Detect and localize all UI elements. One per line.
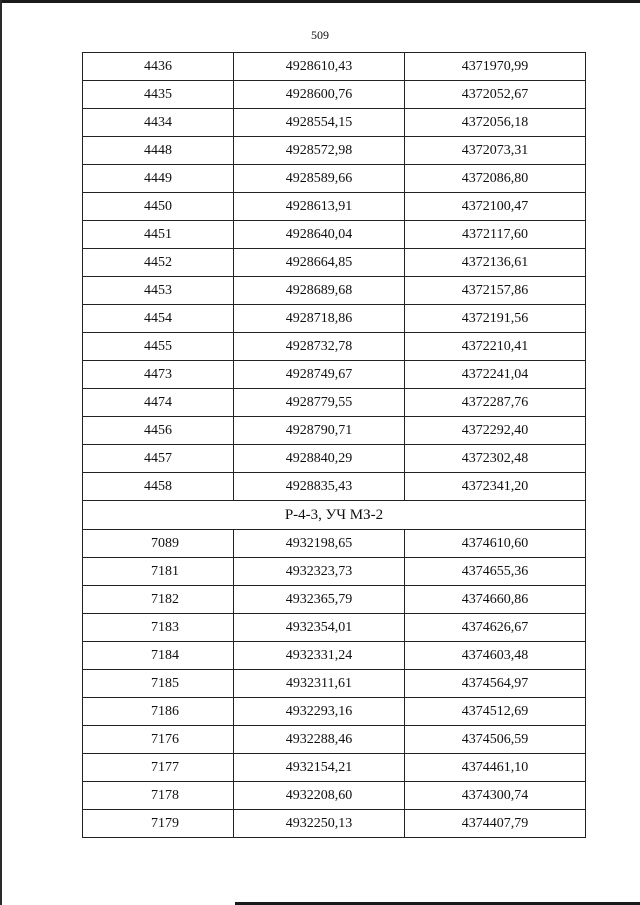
y-coordinate-cell: 4374660,86 (405, 586, 586, 614)
point-number-cell: 4458 (83, 473, 234, 501)
x-coordinate-cell: 4932250,13 (234, 810, 405, 838)
table-row (83, 445, 586, 473)
y-coordinate-cell: 4372292,40 (405, 417, 586, 445)
table-row (83, 782, 586, 810)
y-coordinate-cell: 4372191,56 (405, 305, 586, 333)
point-number-cell: 4434 (83, 109, 234, 137)
table-row (83, 473, 586, 501)
point-number-cell: 4449 (83, 165, 234, 193)
x-coordinate-cell: 4928835,43 (234, 473, 405, 501)
point-number-cell: 4448 (83, 137, 234, 165)
point-number-cell: 7176 (83, 726, 234, 754)
table-row (83, 558, 586, 586)
table-row (83, 81, 586, 109)
x-coordinate-cell: 4932288,46 (234, 726, 405, 754)
x-coordinate-cell: 4932365,79 (234, 586, 405, 614)
section-header-row (83, 501, 586, 530)
coordinates-table-body (83, 53, 586, 838)
table-row (83, 614, 586, 642)
x-coordinate-cell: 4932331,24 (234, 642, 405, 670)
y-coordinate-cell: 4374512,69 (405, 698, 586, 726)
x-coordinate-cell: 4932354,01 (234, 614, 405, 642)
y-coordinate-cell: 4374407,79 (405, 810, 586, 838)
table-row (83, 109, 586, 137)
point-number-cell: 7179 (83, 810, 234, 838)
point-number-cell: 4435 (83, 81, 234, 109)
table-row (83, 249, 586, 277)
point-number-cell: 7177 (83, 754, 234, 782)
x-coordinate-cell: 4928779,55 (234, 389, 405, 417)
point-number-cell: 4450 (83, 193, 234, 221)
scan-edge-top (0, 0, 640, 3)
table-row (83, 698, 586, 726)
x-coordinate-cell: 4928610,43 (234, 53, 405, 81)
y-coordinate-cell: 4374655,36 (405, 558, 586, 586)
x-coordinate-cell: 4928840,29 (234, 445, 405, 473)
table-row (83, 670, 586, 698)
y-coordinate-cell: 4372341,20 (405, 473, 586, 501)
x-coordinate-cell: 4932208,60 (234, 782, 405, 810)
y-coordinate-cell: 4372073,31 (405, 137, 586, 165)
point-number-cell: 4455 (83, 333, 234, 361)
x-coordinate-cell: 4932154,21 (234, 754, 405, 782)
y-coordinate-cell: 4374564,97 (405, 670, 586, 698)
y-coordinate-cell: 4372210,41 (405, 333, 586, 361)
point-number-cell: 7185 (83, 670, 234, 698)
x-coordinate-cell: 4932293,16 (234, 698, 405, 726)
table-row (83, 277, 586, 305)
table-row (83, 726, 586, 754)
table-row (83, 530, 586, 558)
x-coordinate-cell: 4928600,76 (234, 81, 405, 109)
x-coordinate-cell: 4928554,15 (234, 109, 405, 137)
x-coordinate-cell: 4928718,86 (234, 305, 405, 333)
point-number-cell: 4473 (83, 361, 234, 389)
y-coordinate-cell: 4374461,10 (405, 754, 586, 782)
x-coordinate-cell: 4928732,78 (234, 333, 405, 361)
point-number-cell: 4454 (83, 305, 234, 333)
x-coordinate-cell: 4928572,98 (234, 137, 405, 165)
y-coordinate-cell: 4374506,59 (405, 726, 586, 754)
y-coordinate-cell: 4374626,67 (405, 614, 586, 642)
y-coordinate-cell: 4372052,67 (405, 81, 586, 109)
table-row (83, 754, 586, 782)
point-number-cell: 4456 (83, 417, 234, 445)
y-coordinate-cell: 4374300,74 (405, 782, 586, 810)
point-number-cell: 4451 (83, 221, 234, 249)
y-coordinate-cell: 4372100,47 (405, 193, 586, 221)
point-number-cell: 7182 (83, 586, 234, 614)
table-row (83, 417, 586, 445)
table-row (83, 333, 586, 361)
y-coordinate-cell: 4372157,86 (405, 277, 586, 305)
table-row (83, 586, 586, 614)
y-coordinate-cell: 4372117,60 (405, 221, 586, 249)
point-number-cell: 4452 (83, 249, 234, 277)
table-row (83, 53, 586, 81)
table-row (83, 193, 586, 221)
x-coordinate-cell: 4928790,71 (234, 417, 405, 445)
section-title: Р-4-3, УЧ МЗ-2 (83, 501, 586, 530)
page-number: 509 (311, 28, 329, 42)
table-row (83, 642, 586, 670)
y-coordinate-cell: 4372136,61 (405, 249, 586, 277)
y-coordinate-cell: 4372241,04 (405, 361, 586, 389)
scan-edge-left (0, 0, 2, 905)
y-coordinate-cell: 4372302,48 (405, 445, 586, 473)
y-coordinate-cell: 4371970,99 (405, 53, 586, 81)
point-number-cell: 4457 (83, 445, 234, 473)
y-coordinate-cell: 4372056,18 (405, 109, 586, 137)
table-row (83, 810, 586, 838)
point-number-cell: 4474 (83, 389, 234, 417)
x-coordinate-cell: 4932311,61 (234, 670, 405, 698)
point-number-cell: 7184 (83, 642, 234, 670)
point-number-cell: 7183 (83, 614, 234, 642)
x-coordinate-cell: 4932323,73 (234, 558, 405, 586)
table-row (83, 389, 586, 417)
y-coordinate-cell: 4374610,60 (405, 530, 586, 558)
x-coordinate-cell: 4932198,65 (234, 530, 405, 558)
point-number-cell: 7089 (83, 530, 234, 558)
point-number-cell: 7178 (83, 782, 234, 810)
table-row (83, 305, 586, 333)
y-coordinate-cell: 4372086,80 (405, 165, 586, 193)
table-row (83, 221, 586, 249)
table-row (83, 165, 586, 193)
x-coordinate-cell: 4928749,67 (234, 361, 405, 389)
x-coordinate-cell: 4928589,66 (234, 165, 405, 193)
y-coordinate-cell: 4374603,48 (405, 642, 586, 670)
coordinates-table (82, 52, 586, 838)
x-coordinate-cell: 4928640,04 (234, 221, 405, 249)
point-number-cell: 4436 (83, 53, 234, 81)
point-number-cell: 7186 (83, 698, 234, 726)
x-coordinate-cell: 4928613,91 (234, 193, 405, 221)
x-coordinate-cell: 4928664,85 (234, 249, 405, 277)
point-number-cell: 7181 (83, 558, 234, 586)
point-number-cell: 4453 (83, 277, 234, 305)
x-coordinate-cell: 4928689,68 (234, 277, 405, 305)
table-row (83, 361, 586, 389)
y-coordinate-cell: 4372287,76 (405, 389, 586, 417)
table-row (83, 137, 586, 165)
